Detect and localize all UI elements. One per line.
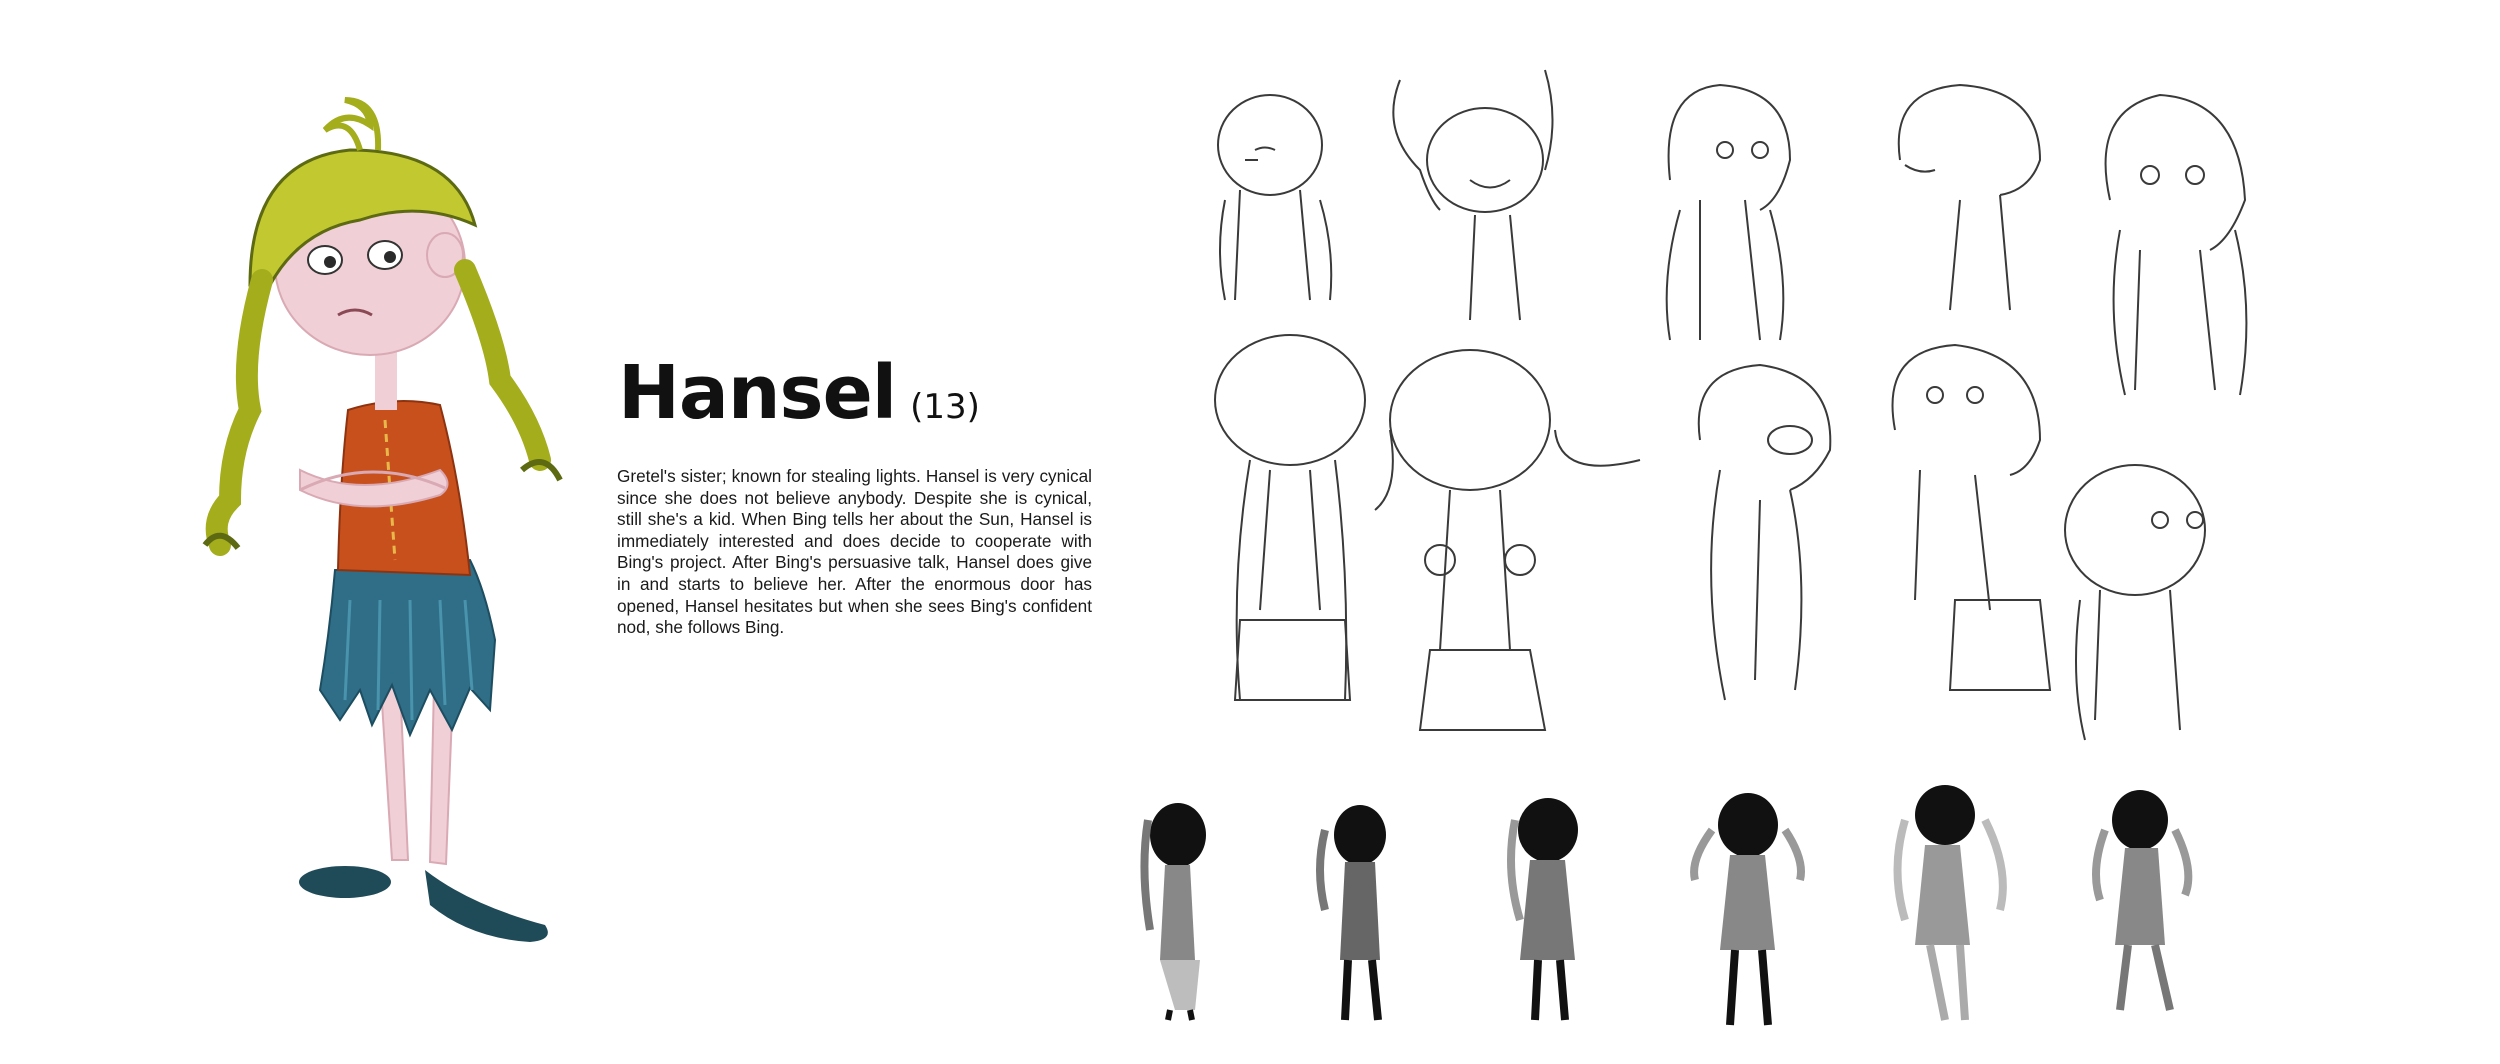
color-illustration — [205, 100, 560, 942]
silhouette-figure — [1144, 803, 1206, 1020]
silhouette-turnaround — [1144, 785, 2188, 1025]
sketch-figure — [1215, 335, 1365, 700]
character-name: Hansel — [618, 350, 897, 436]
sketch-head — [1218, 95, 1331, 300]
expression-sketches — [1215, 70, 2246, 740]
sketch-figure — [2065, 465, 2205, 740]
sketch-head — [2106, 95, 2247, 395]
sketch-figure — [1893, 345, 2051, 690]
silhouette-figure — [1694, 793, 1801, 1025]
silhouette-figure — [1898, 785, 2003, 1020]
silhouette-figure — [1320, 805, 1386, 1020]
character-title — [618, 350, 980, 436]
sketch-figure — [1699, 365, 1831, 700]
sketch-head — [1667, 85, 1790, 340]
character-description: Gretel's sister; known for stealing lights. Hansel is very cynical since she does not believe anybody. Despite she is cynical, still she's a kid. When Bing tells her about the Sun, Hansel is immediately interested and does decide to cooperate with Bing's project. After Bing's persuasive talk, Hansel does give in and starts to believe her. After the enormous door has opened, Hansel hesitates but when she sees Bing's confident nod, she follows Bing. — [617, 466, 1092, 638]
silhouette-figure — [2096, 790, 2188, 1010]
sketch-figure — [1375, 350, 1640, 730]
character-age: (13) — [910, 387, 980, 427]
sketch-head — [1393, 70, 1552, 320]
sketch-head — [1899, 85, 2040, 310]
silhouette-figure — [1511, 798, 1578, 1020]
